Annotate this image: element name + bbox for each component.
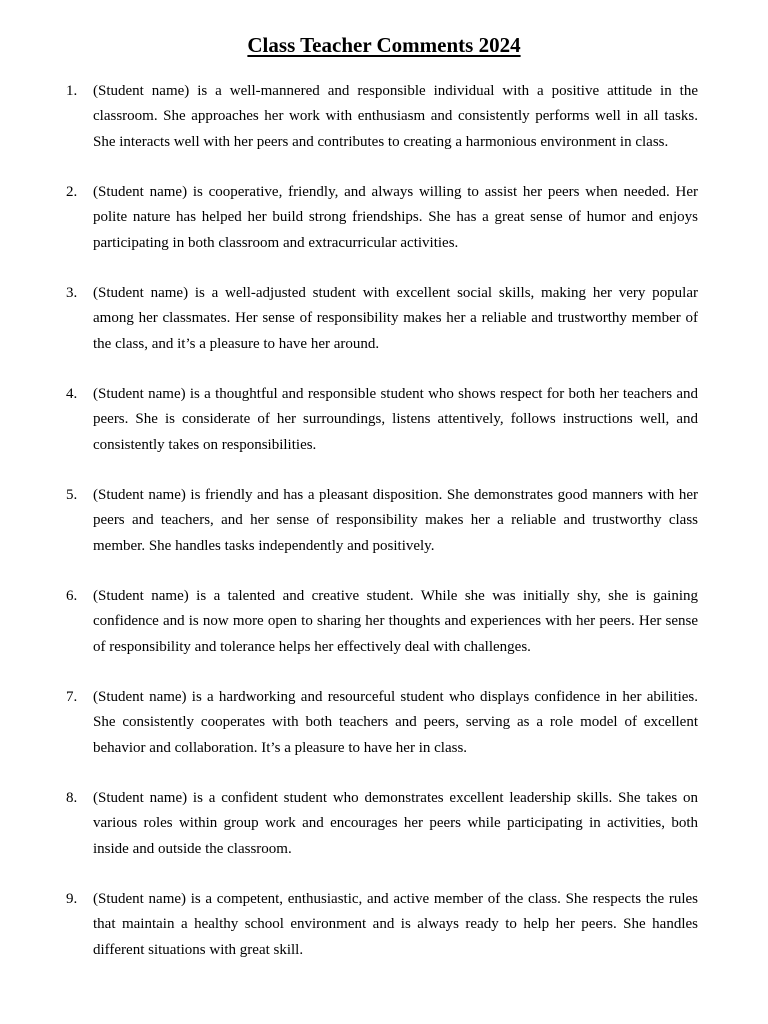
comment-list	[0, 79, 768, 988]
comment-text: (Student name) is cooperative, friendly, and always willing to assist her peers when needed. Her polite nature has helped her build strong friendships. She has a great sense of humor and enjoys participating in both classroom and extracurricular activities.	[93, 184, 698, 251]
comment-number: 4.	[66, 386, 78, 402]
comment-number: 8.	[66, 790, 78, 806]
comment-item	[0, 79, 768, 155]
comment-item	[0, 887, 768, 963]
comment-text: (Student name) is a confident student who demonstrates excellent leadership skills. She takes on various roles within group work and encourages her peers while participating in activities, both inside and outside the classroom.	[93, 790, 698, 857]
comment-text: (Student name) is a well-mannered and responsible individual with a positive attitude in the classroom. She approaches her work with enthusiasm and consistently performs well in all tasks. She interacts well with her peers and contributes to creating a harmonious environment in class.	[93, 83, 698, 150]
comment-item	[0, 180, 768, 256]
comment-number: 1.	[66, 83, 78, 99]
comment-item	[0, 382, 768, 458]
comment-item	[0, 584, 768, 660]
comment-item	[0, 281, 768, 357]
page-title: Class Teacher Comments 2024	[247, 33, 521, 57]
comment-number: 7.	[66, 689, 78, 705]
comment-text: (Student name) is a thoughtful and responsible student who shows respect for both her teachers and peers. She is considerate of her surroundings, listens attentively, follows instructions well, and consistently takes on responsibilities.	[93, 386, 698, 453]
comment-number: 9.	[66, 891, 78, 907]
comment-number: 5.	[66, 487, 78, 503]
comment-item	[0, 685, 768, 761]
comment-number: 6.	[66, 588, 78, 604]
comment-item	[0, 483, 768, 559]
comment-text: (Student name) is a hardworking and resourceful student who displays confidence in her abilities. She consistently cooperates with both teachers and peers, serving as a role model of excellent behavior and collaboration. It’s a pleasure to have her in class.	[93, 689, 698, 756]
comment-text: (Student name) is a talented and creative student. While she was initially shy, she is gaining confidence and is now more open to sharing her thoughts and experiences with her peers. Her sense of responsibility and tolerance helps her effectively deal with challenges.	[93, 588, 698, 655]
comment-item	[0, 786, 768, 862]
comment-number: 3.	[66, 285, 78, 301]
comment-text: (Student name) is a competent, enthusiastic, and active member of the class. She respects the rules that maintain a healthy school environment and is always ready to help her peers. She handles different situations with great skill.	[93, 891, 698, 958]
comment-number: 2.	[66, 184, 78, 200]
comment-text: (Student name) is a well-adjusted student with excellent social skills, making her very popular among her classmates. Her sense of responsibility makes her a reliable and trustworthy member of the class, and it’s a pleasure to have her around.	[93, 285, 698, 352]
comment-text: (Student name) is friendly and has a pleasant disposition. She demonstrates good manners with her peers and teachers, and her sense of responsibility makes her a reliable and trustworthy class member. She handles tasks independently and positively.	[93, 487, 698, 554]
